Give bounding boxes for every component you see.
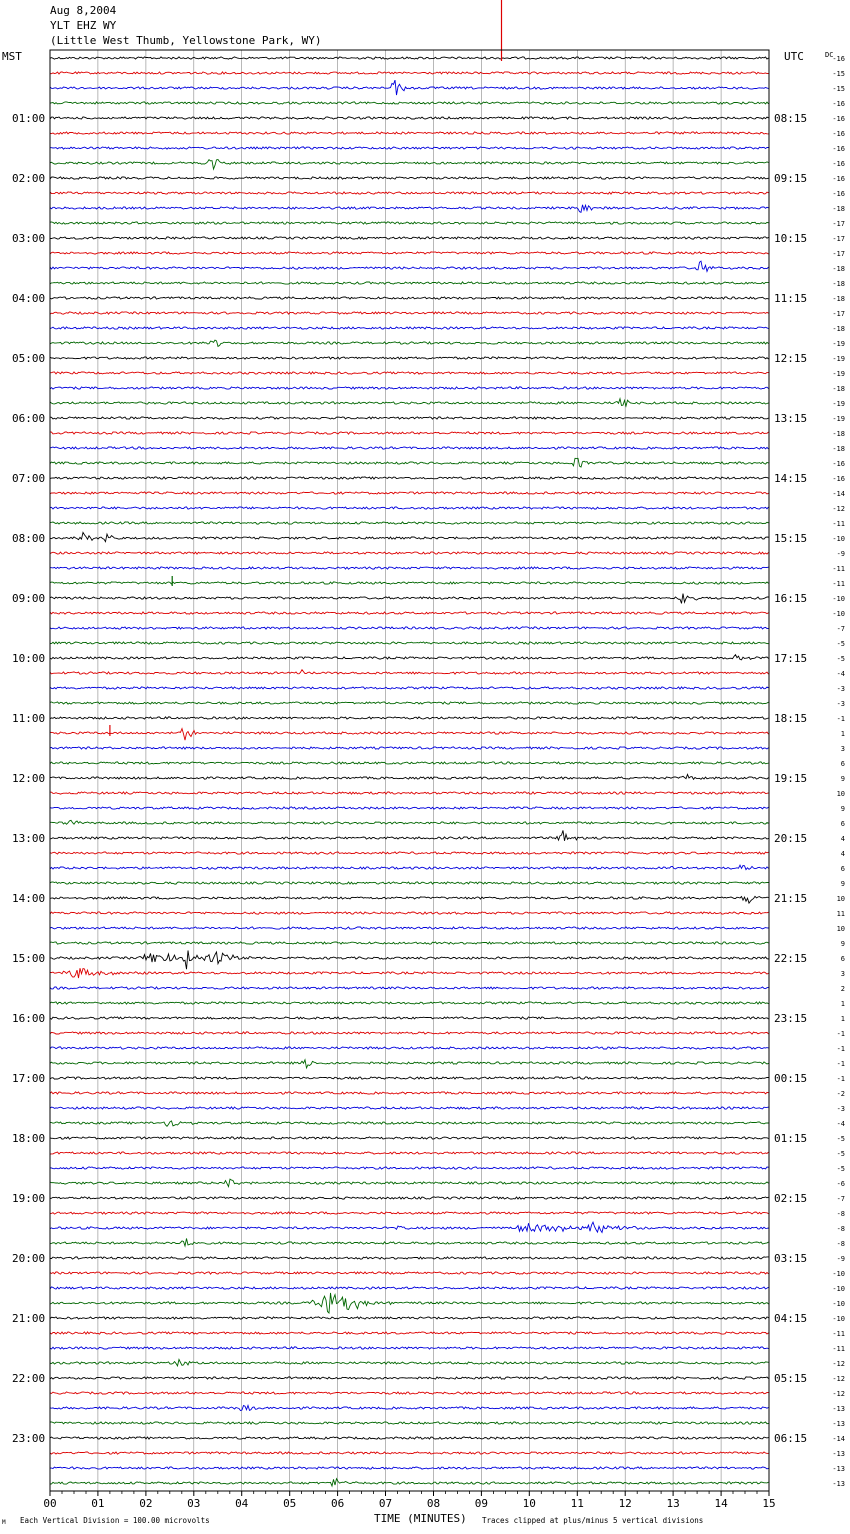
seismic-trace [50,477,769,479]
dc-offset-label: 10 [836,790,845,798]
x-tick-label: 10 [522,1497,536,1510]
dc-offset-label: -5 [836,1150,845,1158]
mst-hour-label: 22:00 [12,1372,46,1385]
seismic-trace [50,522,769,524]
dc-offset-label: -13 [832,1450,845,1458]
mst-hour-label: 09:00 [12,592,46,605]
dc-offset-label: -16 [832,145,845,153]
utc-hour-label: 21:15 [774,892,808,905]
seismic-trace [50,417,769,419]
x-tick-label: 09 [474,1497,489,1510]
dc-offset-label: -16 [832,100,845,108]
dc-offset-label: -15 [832,85,845,93]
footer-mark: M [2,1519,6,1526]
seismic-trace [50,594,769,604]
dc-offset-label: 1 [840,1015,845,1023]
dc-offset-label: -11 [832,520,845,528]
dc-offset-label: -11 [832,1345,845,1353]
dc-offset-label: -18 [832,205,845,213]
dc-offset-label: -18 [832,265,845,273]
seismic-trace [50,1452,769,1454]
x-tick-label: 02 [139,1497,153,1510]
time-grid [98,50,721,1491]
mst-hour-label: 03:00 [12,232,46,245]
dc-offset-label: -18 [832,325,845,333]
seismic-trace [50,642,769,644]
right-timezone-label: UTC [784,50,804,63]
mst-hour-label: 12:00 [12,772,46,785]
dc-offset-label: -16 [832,460,845,468]
x-axis-title: TIME (MINUTES) [374,1512,467,1525]
dc-offset-label: 1 [840,730,845,738]
dc-header-label: DC [825,51,834,59]
seismic-trace [50,1032,769,1034]
seismic-trace [50,1092,769,1094]
dc-offset-label: 9 [840,880,845,888]
dc-offset-label: -12 [832,505,845,513]
utc-hour-label: 03:15 [774,1252,808,1265]
mst-hour-label: 19:00 [12,1192,46,1205]
seismic-trace [50,1437,769,1439]
dc-offset-label: -11 [832,580,845,588]
seismic-trace [50,340,769,346]
seismic-trace [50,927,769,929]
dc-offset-label: -19 [832,415,845,423]
seismic-trace [50,582,769,584]
seismic-trace [50,655,769,660]
dc-offset-label: -13 [832,1480,845,1488]
dc-offset-label: -13 [832,1465,845,1473]
seismic-trace [50,1121,769,1126]
dc-offset-label: 4 [840,850,845,858]
plot-frame [50,50,769,1491]
dc-offset-label: -14 [832,1435,845,1443]
seismic-trace [50,357,769,359]
dc-offset-label: -12 [832,1390,845,1398]
dc-offset-label: -10 [832,1315,845,1323]
seismic-trace [50,1317,769,1319]
seismic-trace [50,147,769,149]
utc-hour-label: 02:15 [774,1192,808,1205]
seismic-trace [50,820,769,824]
seismic-trace [50,1347,769,1349]
dc-offset-label: 10 [836,895,845,903]
dc-offset-label: -1 [836,1075,845,1083]
dc-offset-label: -19 [832,355,845,363]
seismic-trace [50,717,769,719]
seismic-trace [50,968,769,978]
seismic-trace [50,882,769,884]
seismic-trace [50,222,769,224]
mst-hour-label: 16:00 [12,1012,46,1025]
mst-hour-label: 02:00 [12,172,46,185]
dc-offset-label: 3 [840,970,845,978]
dc-offset-label: -16 [832,160,845,168]
seismic-trace [50,1077,769,1079]
mst-hour-label: 07:00 [12,472,46,485]
seismic-trace [50,237,769,239]
seismic-trace [50,1360,769,1366]
dc-offset-label: -14 [832,490,845,498]
mst-hour-label: 15:00 [12,952,46,965]
dc-offset-label: -5 [836,1165,845,1173]
utc-hour-label: 13:15 [774,412,808,425]
dc-offset-label: -16 [832,115,845,123]
seismic-trace [50,627,769,629]
seismic-trace [50,942,769,944]
seismic-trace [50,117,769,119]
dc-offset-label: -10 [832,610,845,618]
seismic-trace [50,252,769,254]
x-tick-label: 06 [330,1497,345,1510]
utc-hour-label: 00:15 [774,1072,808,1085]
seismic-trace [50,1405,769,1410]
utc-hour-label: 14:15 [774,472,808,485]
seismic-trace [50,1137,769,1139]
x-tick-label: 00 [43,1497,57,1510]
utc-hour-label: 23:15 [774,1012,808,1025]
mst-hour-label: 08:00 [12,532,46,545]
dc-offset-label: -12 [832,1375,845,1383]
seismic-trace [50,612,769,614]
utc-hour-label: 12:15 [774,352,808,365]
x-tick-label: 03 [187,1497,201,1510]
seismic-trace [50,372,769,374]
utc-hour-label: 08:15 [774,112,808,125]
clip-note: Traces clipped at plus/minus 5 vertical divisions [482,1516,704,1525]
seismic-trace [50,447,769,449]
mst-hour-label: 23:00 [12,1432,46,1445]
utc-hour-label: 20:15 [774,832,808,845]
dc-offset-label: 4 [840,835,845,843]
x-tick-label: 04 [235,1497,249,1510]
seismic-trace [50,567,769,569]
mst-hour-label: 10:00 [12,652,46,665]
mst-hour-label: 11:00 [12,712,46,725]
seismic-trace [50,1377,769,1379]
utc-hour-label: 05:15 [774,1372,808,1385]
seismic-trace [50,205,769,213]
utc-hour-label: 22:15 [774,952,808,965]
mst-hour-label: 06:00 [12,412,46,425]
dc-offset-label: -3 [836,685,845,693]
x-tick-label: 13 [666,1497,680,1510]
dc-offset-label: 6 [840,820,845,828]
dc-offset-label: 6 [840,865,845,873]
seismic-trace [50,687,769,689]
dc-offset-label: -10 [832,1300,845,1308]
seismic-trace [50,458,769,467]
seismic-trace [50,80,769,95]
seismic-trace [50,852,769,854]
dc-offset-label: -13 [832,1405,845,1413]
dc-offset-label: -3 [836,700,845,708]
seismic-trace [50,1222,769,1232]
station-location: (Little West Thumb, Yellowstone Park, WY) [50,34,322,47]
dc-offset-label: -17 [832,250,845,258]
seismic-trace [50,72,769,74]
x-tick-label: 11 [570,1497,584,1510]
seismic-trace [50,1422,769,1424]
x-tick-label: 05 [283,1497,297,1510]
seismic-trace [50,702,769,704]
dc-offset-label: -18 [832,445,845,453]
dc-offset-label: -18 [832,295,845,303]
dc-offset-label: 3 [840,745,845,753]
dc-offset-label: -10 [832,1270,845,1278]
seismic-trace [50,552,769,554]
dc-offset-label: -8 [836,1240,845,1248]
seismic-trace [50,1152,769,1154]
dc-offset-label: -3 [836,1105,845,1113]
dc-offset-label: -4 [836,1120,845,1128]
dc-offset-label: -5 [836,640,845,648]
seismic-trace [50,312,769,314]
dc-offset-label: -18 [832,430,845,438]
x-tick-label: 01 [91,1497,105,1510]
utc-hour-label: 19:15 [774,772,808,785]
seismic-trace [50,729,769,741]
mst-hour-label: 17:00 [12,1072,46,1085]
dc-offset-label: 9 [840,940,845,948]
dc-offset-label: -5 [836,1135,845,1143]
dc-offset-label: -16 [832,190,845,198]
dc-offset-label: -16 [832,475,845,483]
station-code: YLT EHZ WY [50,19,117,32]
seismic-trace [50,865,769,869]
seismic-trace [50,670,769,674]
dc-offset-label: -9 [836,550,845,558]
dc-offset-label: -6 [836,1180,845,1188]
axis-labels [2,50,833,1526]
seismic-trace [50,1467,769,1469]
utc-hour-label: 17:15 [774,652,808,665]
seismic-trace [50,399,769,406]
dc-offset-label: -18 [832,280,845,288]
dc-offset-label: -16 [832,130,845,138]
mst-hour-label: 01:00 [12,112,46,125]
mst-hour-label: 21:00 [12,1312,46,1325]
vertical-scale-note: Each Vertical Division = 100.00 microvolts [20,1516,210,1525]
dc-offset-label: -5 [836,655,845,663]
seismic-trace [50,1197,769,1199]
x-tick-label: 15 [762,1497,776,1510]
dc-offset-label: -19 [832,400,845,408]
dc-offset-label: -17 [832,310,845,318]
seismic-trace [50,912,769,914]
seismic-trace [50,762,769,764]
seismic-trace [50,1017,769,1019]
seismic-trace [50,1257,769,1259]
left-timezone-label: MST [2,50,22,63]
dc-offset-label: -17 [832,235,845,243]
utc-hour-label: 18:15 [774,712,808,725]
utc-hour-label: 01:15 [774,1132,808,1145]
seismic-trace [50,1107,769,1109]
dc-offset-label: 1 [840,1000,845,1008]
seismic-trace [50,1287,769,1289]
x-tick-label: 12 [618,1497,632,1510]
seismic-trace [50,1002,769,1004]
dc-offset-label: -17 [832,220,845,228]
seismic-trace [50,492,769,494]
mst-hour-label: 20:00 [12,1252,46,1265]
seismic-trace [50,1179,769,1187]
dc-offset-label: -13 [832,1420,845,1428]
dc-offset-label: 11 [836,910,845,918]
seismic-trace [50,1047,769,1049]
seismic-trace [50,160,769,170]
seismic-trace [50,261,769,271]
dc-offset-label: -8 [836,1210,845,1218]
dc-offset-label: -19 [832,370,845,378]
seismic-trace [50,327,769,329]
seismic-trace [50,1392,769,1394]
dc-offset-label: -8 [836,1225,845,1233]
utc-hour-label: 15:15 [774,532,808,545]
dc-offset-label: 9 [840,775,845,783]
dc-offset-label: -16 [832,175,845,183]
mst-hour-label: 04:00 [12,292,46,305]
utc-hour-label: 06:15 [774,1432,808,1445]
dc-offset-label: -15 [832,70,845,78]
seismic-trace [50,282,769,284]
utc-hour-label: 16:15 [774,592,808,605]
dc-offset-label: -7 [836,625,845,633]
utc-hour-label: 04:15 [774,1312,808,1325]
seismic-trace [50,1272,769,1274]
seismic-trace [50,807,769,809]
seismic-trace [50,387,769,389]
seismic-trace [50,1212,769,1214]
dc-offset-label: 6 [840,760,845,768]
dc-offset-label: 9 [840,805,845,813]
dc-offset-label: 6 [840,955,845,963]
x-tick-label: 07 [378,1497,393,1510]
seismic-trace [50,1479,769,1486]
trace-group [50,0,769,1486]
dc-offset-label: -9 [836,1255,845,1263]
utc-hour-label: 11:15 [774,292,808,305]
seismic-trace [50,747,769,749]
seismic-trace [50,1060,769,1068]
dc-offset-label: -12 [832,1360,845,1368]
seismic-trace [50,792,769,794]
seismic-trace [50,1167,769,1169]
dc-offset-label: -7 [836,1195,845,1203]
mst-hour-label: 14:00 [12,892,46,905]
dc-offset-label: -16 [832,55,845,63]
seismic-trace [50,432,769,434]
dc-offset-label: -1 [836,1045,845,1053]
dc-offset-label: -10 [832,535,845,543]
seismic-trace [50,1293,769,1313]
dc-offset-label: -1 [836,1060,845,1068]
seismic-trace [50,830,769,840]
seismic-trace [50,132,769,134]
seismic-trace [50,951,769,970]
dc-offset-label: -10 [832,1285,845,1293]
seismic-trace [50,297,769,299]
mst-hour-label: 13:00 [12,832,46,845]
dc-offset-label: -4 [836,670,845,678]
seismic-trace [50,1332,769,1334]
seismic-trace [50,896,769,903]
dc-offset-label: -11 [832,1330,845,1338]
dc-offset-label: -18 [832,385,845,393]
seismic-trace [50,102,769,104]
seismic-trace [50,1239,769,1247]
seismic-trace [50,177,769,179]
seismic-trace [50,987,769,989]
dc-offset-label: -11 [832,565,845,573]
dc-offset-label: 10 [836,925,845,933]
seismic-trace [50,57,769,59]
dc-offset-label: -19 [832,340,845,348]
x-tick-label: 08 [426,1497,441,1510]
seismic-trace [50,774,769,779]
plot-date: Aug 8,2004 [50,4,117,17]
dc-offset-label: -10 [832,595,845,603]
seismic-trace [50,532,769,541]
dc-offset-label: -2 [836,1090,845,1098]
dc-offset-label: 2 [840,985,845,993]
dc-offset-label: -1 [836,715,845,723]
x-tick-label: 14 [714,1497,728,1510]
mst-hour-label: 18:00 [12,1132,46,1145]
dc-offset-label: -1 [836,1030,845,1038]
seismic-trace [50,507,769,509]
mst-hour-label: 05:00 [12,352,46,365]
seismic-trace [50,192,769,194]
utc-hour-label: 10:15 [774,232,808,245]
utc-hour-label: 09:15 [774,172,808,185]
